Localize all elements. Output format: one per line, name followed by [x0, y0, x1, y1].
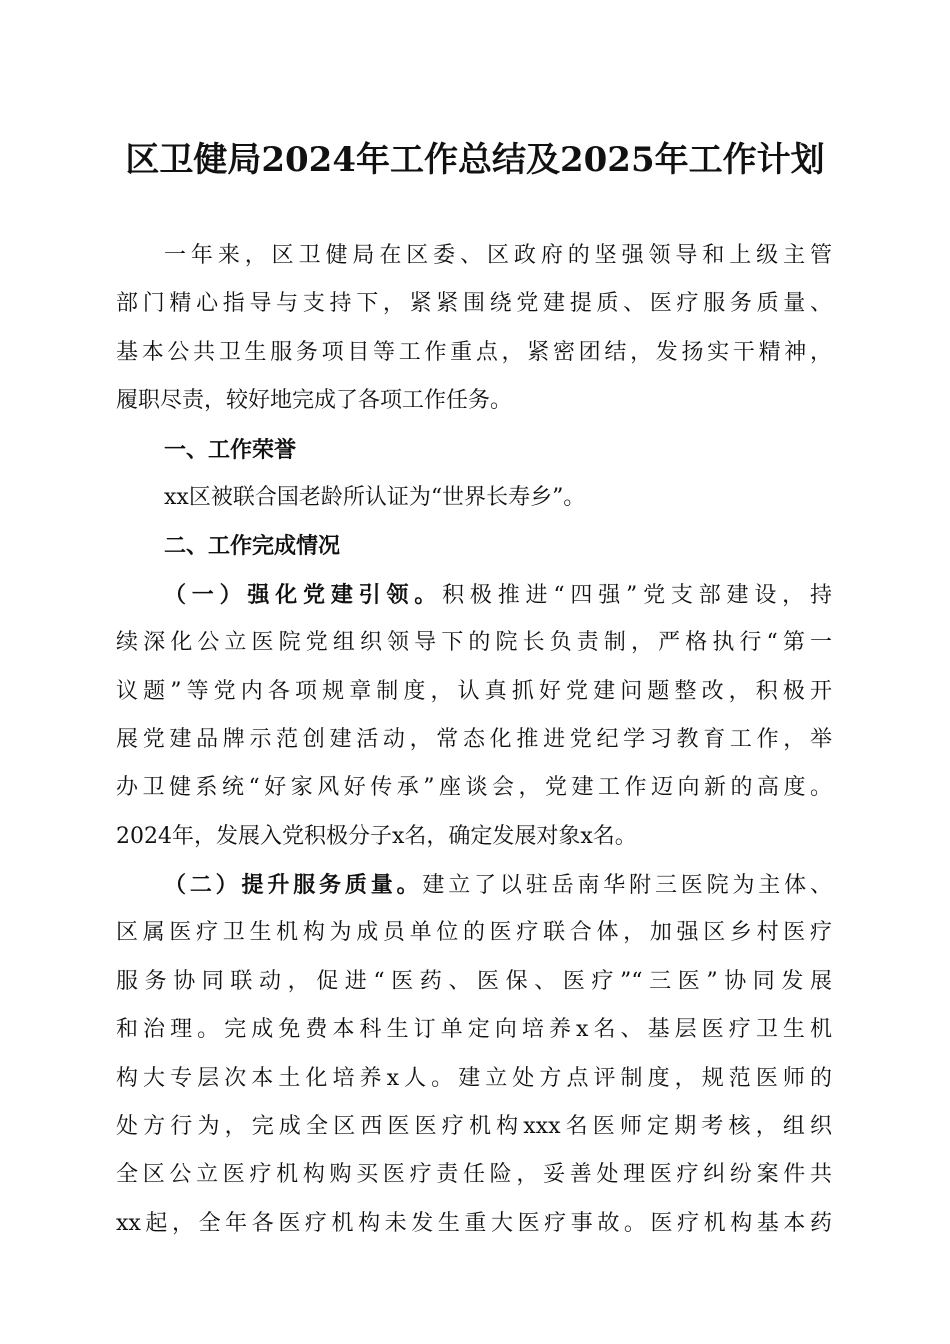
paragraph-line: [116, 571, 832, 619]
subsection-heading: （二）提升服务质量。: [164, 872, 423, 899]
line-text: 处方行为，完成全区西医医疗机构xxx名医师定期考核，组织: [116, 1114, 832, 1140]
paragraph-line: [116, 716, 832, 764]
document-body: [116, 232, 832, 1248]
paragraph-line: [116, 1055, 832, 1103]
paragraph-line: [116, 813, 832, 861]
paragraph-line: [116, 668, 832, 716]
section-heading: [116, 522, 832, 570]
paragraph-line: [116, 958, 832, 1006]
line-text: 积极推进“四强”党支部建设，持: [442, 582, 832, 608]
line-text: 全区公立医疗机构购买医疗责任险，妥善处理医疗纠纷案件共: [116, 1162, 832, 1188]
line-text: 续深化公立医院党组织领导下的院长负责制，严格执行“第一: [116, 630, 832, 656]
paragraph-line: [116, 909, 832, 957]
line-text: 展党建品牌示范创建活动，常态化推进党纪学习教育工作，举: [116, 726, 832, 752]
document-title: 区卫健局2024年工作总结及2025年工作计划: [125, 140, 825, 180]
line-text: 一、工作荣誉: [164, 436, 297, 463]
subsection-heading: （一）强化党建引领。: [164, 581, 443, 608]
paragraph-line: [116, 329, 832, 377]
paragraph-line: [116, 619, 832, 667]
line-text: 议题”等党内各项规章制度，认真抓好党建问题整改，积极开: [116, 678, 832, 704]
line-text: 2024年，发展入党积极分子x名，确定发展对象x名。: [116, 823, 637, 849]
paragraph-line: [116, 764, 832, 812]
paragraph-line: [116, 1006, 832, 1054]
paragraph-line: [116, 861, 832, 909]
paragraph-line: [116, 232, 832, 280]
line-text: 履职尽责，较好地完成了各项工作任务。: [116, 388, 513, 414]
line-text: 建立了以驻岳南华附三医院为主体、: [422, 873, 832, 899]
line-text: 办卫健系统“好家风好传承”座谈会，党建工作迈向新的高度。: [116, 775, 832, 801]
paragraph-line: [116, 1103, 832, 1151]
line-text: xx起，全年各医疗机构未发生重大医疗事故。医疗机构基本药: [116, 1210, 832, 1236]
line-text: 服务协同联动，促进“医药、医保、医疗”“三医”协同发展: [116, 968, 832, 994]
paragraph-line: [116, 1200, 832, 1248]
line-text: 区属医疗卫生机构为成员单位的医疗联合体，加强区乡村医疗: [116, 920, 832, 946]
paragraph-line: [116, 377, 832, 425]
line-text: 构大专层次本土化培养x人。建立处方点评制度，规范医师的: [116, 1065, 832, 1091]
paragraph-line: [116, 1151, 832, 1199]
paragraph-line: [116, 474, 832, 522]
line-text: 部门精心指导与支持下，紧紧围绕党建提质、医疗服务质量、: [116, 291, 832, 317]
line-text: 和治理。完成免费本科生订单定向培养x名、基层医疗卫生机: [116, 1017, 832, 1043]
line-text: 二、工作完成情况: [164, 533, 341, 560]
line-text: 一年来，区卫健局在区委、区政府的坚强领导和上级主管: [164, 243, 832, 268]
line-text: 基本公共卫生服务项目等工作重点，紧密团结，发扬实干精神，: [116, 339, 832, 365]
section-heading: [116, 426, 832, 474]
line-text: xx区被联合国老龄所认证为“世界长寿乡”。: [164, 484, 586, 510]
paragraph-line: [116, 280, 832, 328]
